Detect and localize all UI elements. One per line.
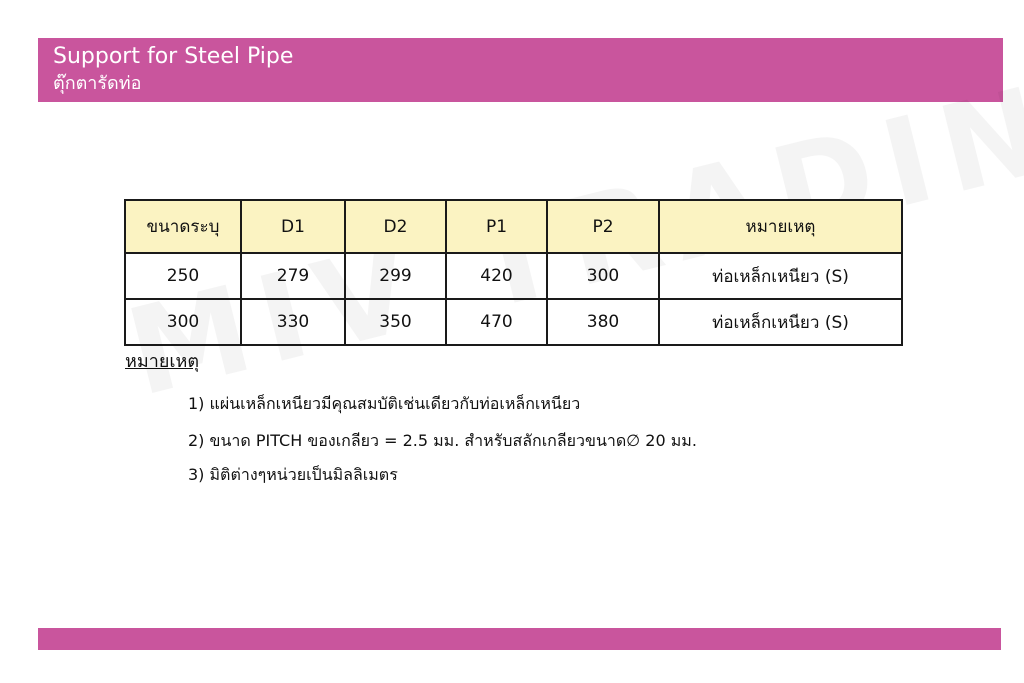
column-header-p2: P2 xyxy=(547,200,659,253)
note-item: 3) มิติต่างๆหน่วยเป็นมิลลิเมตร xyxy=(188,465,398,484)
page-title: Support for Steel Pipe xyxy=(53,44,294,69)
table-row xyxy=(125,299,902,345)
table-cell: 420 xyxy=(446,253,547,299)
table-row xyxy=(125,253,902,299)
footer-band xyxy=(38,628,1001,650)
table-cell: 299 xyxy=(345,253,446,299)
table-cell: 300 xyxy=(125,299,241,345)
spec-table xyxy=(124,199,903,346)
table-cell: 250 xyxy=(125,253,241,299)
table-cell: 279 xyxy=(241,253,345,299)
table-cell: 380 xyxy=(547,299,659,345)
table-cell: 330 xyxy=(241,299,345,345)
column-header-remark: หมายเหตุ xyxy=(659,200,902,253)
column-header-nominal-size: ขนาดระบุ xyxy=(125,200,241,253)
table-cell: 350 xyxy=(345,299,446,345)
notes-heading: หมายเหตุ xyxy=(125,351,200,372)
header-band xyxy=(38,38,1003,102)
page-subtitle: ตุ๊กตารัดท่อ xyxy=(53,73,142,94)
column-header-p1: P1 xyxy=(446,200,547,253)
column-header-d1: D1 xyxy=(241,200,345,253)
note-item: 2) ขนาด PITCH ของเกลียว = 2.5 มม. สำหรับสลักเกลียวขนาด∅ 20 มม. xyxy=(188,431,697,450)
table-header-row xyxy=(125,200,902,253)
table-cell: 470 xyxy=(446,299,547,345)
note-item: 1) แผ่นเหล็กเหนียวมีคุณสมบัติเช่นเดียวกับท่อเหล็กเหนียว xyxy=(188,394,581,413)
table-cell: 300 xyxy=(547,253,659,299)
column-header-d2: D2 xyxy=(345,200,446,253)
table-cell: ท่อเหล็กเหนียว (S) xyxy=(659,299,902,345)
table-cell: ท่อเหล็กเหนียว (S) xyxy=(659,253,902,299)
